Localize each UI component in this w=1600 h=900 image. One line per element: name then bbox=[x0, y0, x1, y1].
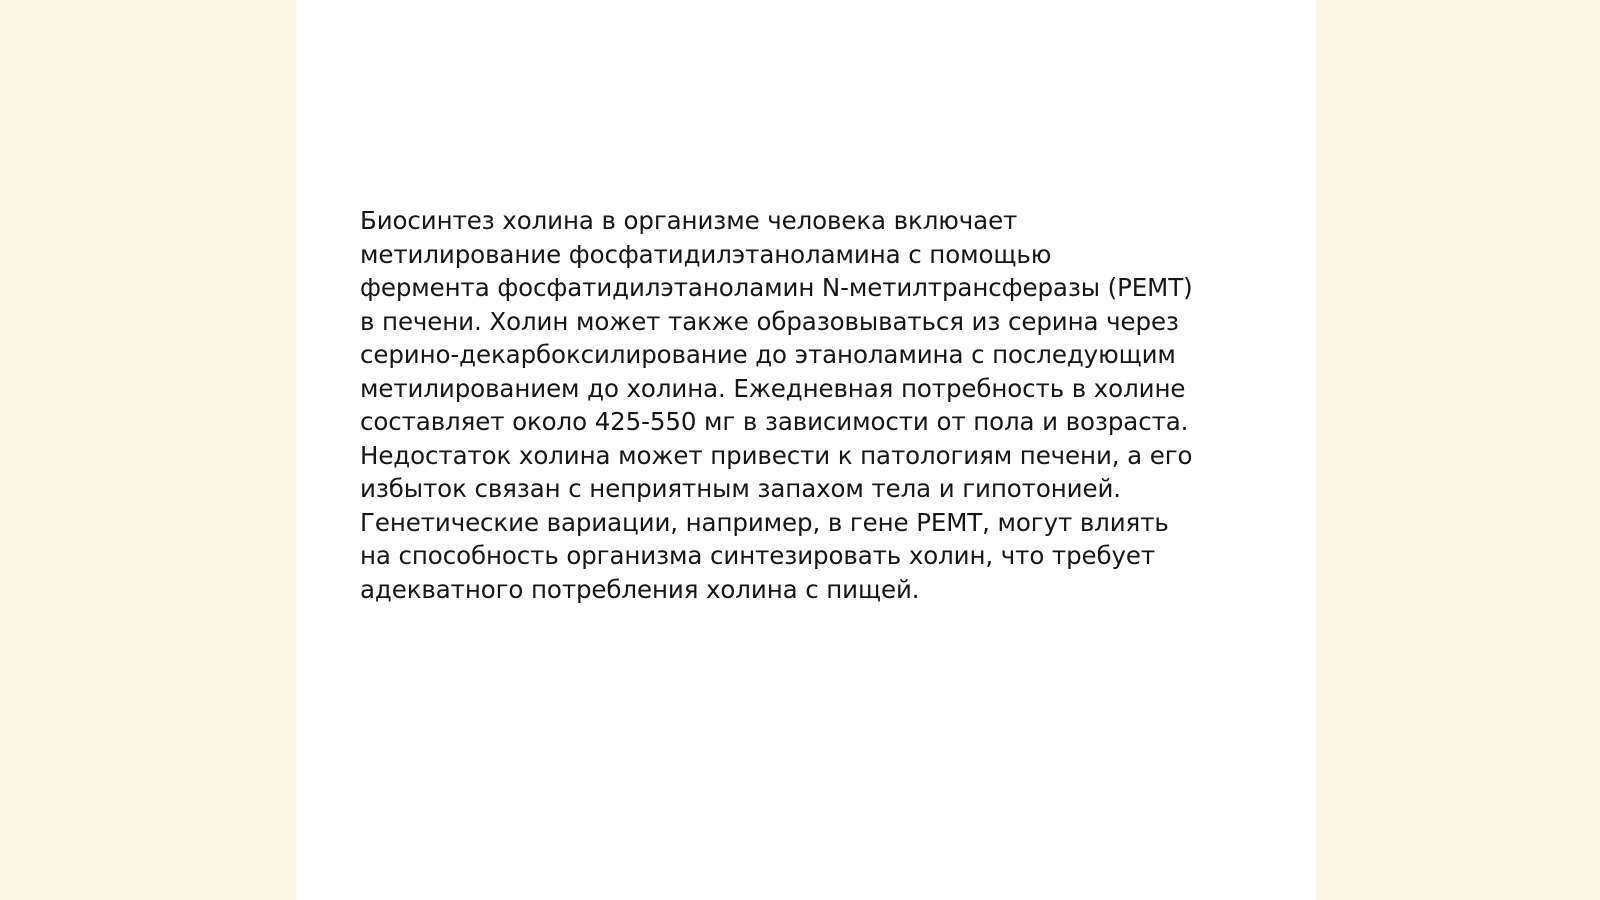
body-paragraph: Биосинтез холина в организме человека включает метилирование фосфатидилэтаноламина с помощью фермента фосфатидилэтаноламин N-метилтрансферазы (PEMT) в печени. Холин может также образовываться из серина через серино-декарбоксилирование до этаноламина с последующим метилированием до холина. Ежедневная потребность в холине составляет около 425-550 мг в зависимости от пола и возраста. Недостаток холина может привести к патологиям печени, а его избыток связан с неприятным запахом тела и гипотонией. Генетические вариации, например, в гене PEMT, могут влиять на способность организма синтезировать холин, что требует адекватного потребления холина с пищей. bbox=[360, 206, 1193, 604]
document-page bbox=[296, 0, 1316, 900]
